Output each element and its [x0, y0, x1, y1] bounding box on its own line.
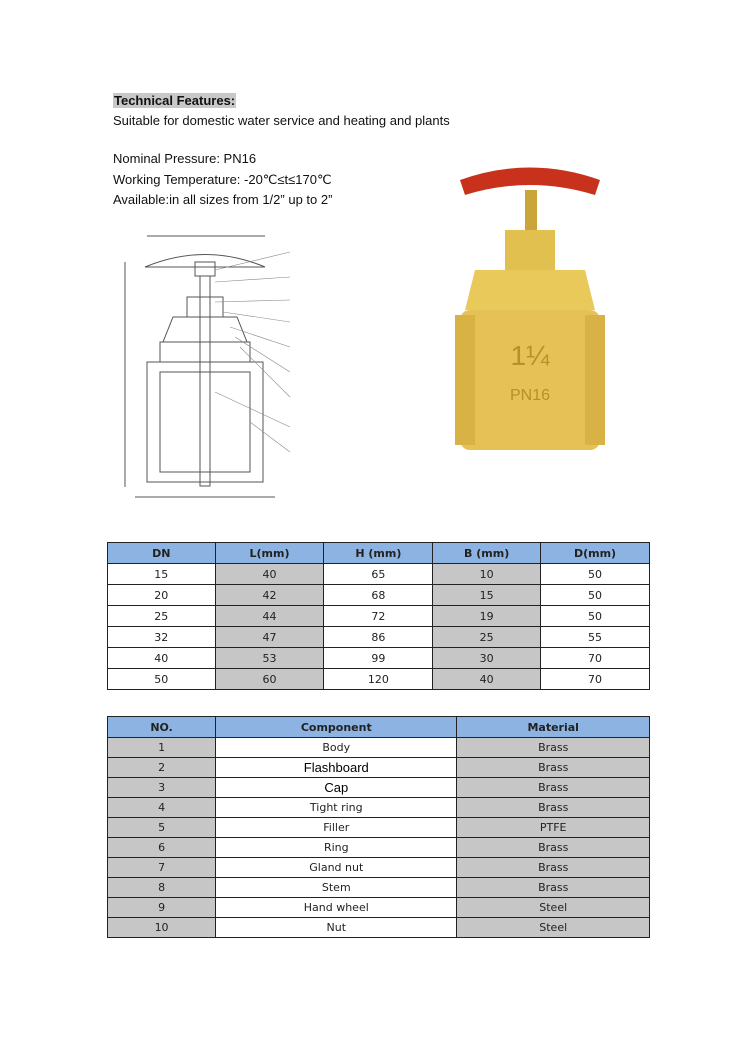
table-cell: 40 — [433, 669, 541, 690]
table-cell: Brass — [457, 758, 650, 778]
section-title: Technical Features: — [114, 93, 236, 108]
table-cell: Steel — [457, 898, 650, 918]
table-cell: 9 — [108, 898, 216, 918]
table-cell: 32 — [108, 627, 216, 648]
table-cell: Ring — [216, 838, 457, 858]
table-cell: 50 — [541, 564, 650, 585]
table-cell: 72 — [324, 606, 433, 627]
table-cell: Steel — [457, 918, 650, 938]
table-cell: 70 — [541, 669, 650, 690]
column-header: L(mm) — [215, 543, 324, 564]
table-cell: 10 — [108, 918, 216, 938]
table-cell: 20 — [108, 585, 216, 606]
table-cell: Tight ring — [216, 798, 457, 818]
table-row — [108, 898, 650, 918]
table-cell: 5 — [108, 818, 216, 838]
table-cell: 120 — [324, 669, 433, 690]
table-cell: 86 — [324, 627, 433, 648]
pressure-marking: PN16 — [509, 387, 551, 404]
description: Suitable for domestic water service and heating and plants — [113, 113, 450, 128]
components-table — [107, 716, 650, 938]
availability: Available:in all sizes from 1/2” up to 2” — [113, 192, 333, 207]
table-cell: 1 — [108, 738, 216, 758]
table-row — [108, 798, 650, 818]
table-row — [108, 648, 650, 669]
table-row — [108, 818, 650, 838]
table-cell: 70 — [541, 648, 650, 669]
table-row — [108, 606, 650, 627]
product-photo — [430, 150, 620, 475]
technical-drawing — [115, 222, 315, 517]
table-cell: 44 — [215, 606, 324, 627]
table-cell: 65 — [324, 564, 433, 585]
column-header: Component — [216, 717, 457, 738]
table-row — [108, 918, 650, 938]
table-cell: 4 — [108, 798, 216, 818]
table-cell: 15 — [433, 585, 541, 606]
table-cell: Brass — [457, 778, 650, 798]
table-cell: 15 — [108, 564, 216, 585]
table-row — [108, 564, 650, 585]
table-cell: Brass — [457, 838, 650, 858]
column-header: NO. — [108, 717, 216, 738]
dimensions-table — [107, 542, 650, 690]
table-row — [108, 758, 650, 778]
size-marking: 1¼ — [510, 340, 550, 371]
table-row — [108, 778, 650, 798]
table-cell: Nut — [216, 918, 457, 938]
column-header: H (mm) — [324, 543, 433, 564]
table-cell: 50 — [541, 606, 650, 627]
column-header: B (mm) — [433, 543, 541, 564]
table-cell: 40 — [215, 564, 324, 585]
table-cell: 10 — [433, 564, 541, 585]
table-cell: Brass — [457, 798, 650, 818]
table-cell: 53 — [215, 648, 324, 669]
table-row — [108, 738, 650, 758]
table-cell: 25 — [433, 627, 541, 648]
table-cell: 8 — [108, 878, 216, 898]
column-header: DN — [108, 543, 216, 564]
table-cell: 40 — [108, 648, 216, 669]
table-row — [108, 858, 650, 878]
table-row — [108, 878, 650, 898]
table-cell: 60 — [215, 669, 324, 690]
table-cell: Filler — [216, 818, 457, 838]
table-row — [108, 838, 650, 858]
nominal-pressure: Nominal Pressure: PN16 — [113, 151, 257, 166]
table-cell: 25 — [108, 606, 216, 627]
table-row — [108, 627, 650, 648]
table-cell: 30 — [433, 648, 541, 669]
table-row — [108, 669, 650, 690]
table-cell: 99 — [324, 648, 433, 669]
table-cell: 68 — [324, 585, 433, 606]
table-cell: 55 — [541, 627, 650, 648]
table-cell: Body — [216, 738, 457, 758]
table-cell: Hand wheel — [216, 898, 457, 918]
table-cell: Gland nut — [216, 858, 457, 878]
table-cell: Flashboard — [216, 758, 457, 778]
table-cell: 47 — [215, 627, 324, 648]
table-cell: 42 — [215, 585, 324, 606]
table-cell: 19 — [433, 606, 541, 627]
table-cell: Cap — [216, 778, 457, 798]
table-cell: 50 — [541, 585, 650, 606]
table-cell: 6 — [108, 838, 216, 858]
table-cell: 7 — [108, 858, 216, 878]
table-row — [108, 585, 650, 606]
table-cell: 2 — [108, 758, 216, 778]
table-cell: 50 — [108, 669, 216, 690]
table-cell: Brass — [457, 858, 650, 878]
column-header: Material — [457, 717, 650, 738]
table-cell: PTFE — [457, 818, 650, 838]
table-cell: Brass — [457, 738, 650, 758]
working-temperature: Working Temperature: -20℃≤t≤170℃ — [113, 172, 332, 187]
table-cell: Stem — [216, 878, 457, 898]
table-cell: 3 — [108, 778, 216, 798]
column-header: D(mm) — [541, 543, 650, 564]
table-cell: Brass — [457, 878, 650, 898]
